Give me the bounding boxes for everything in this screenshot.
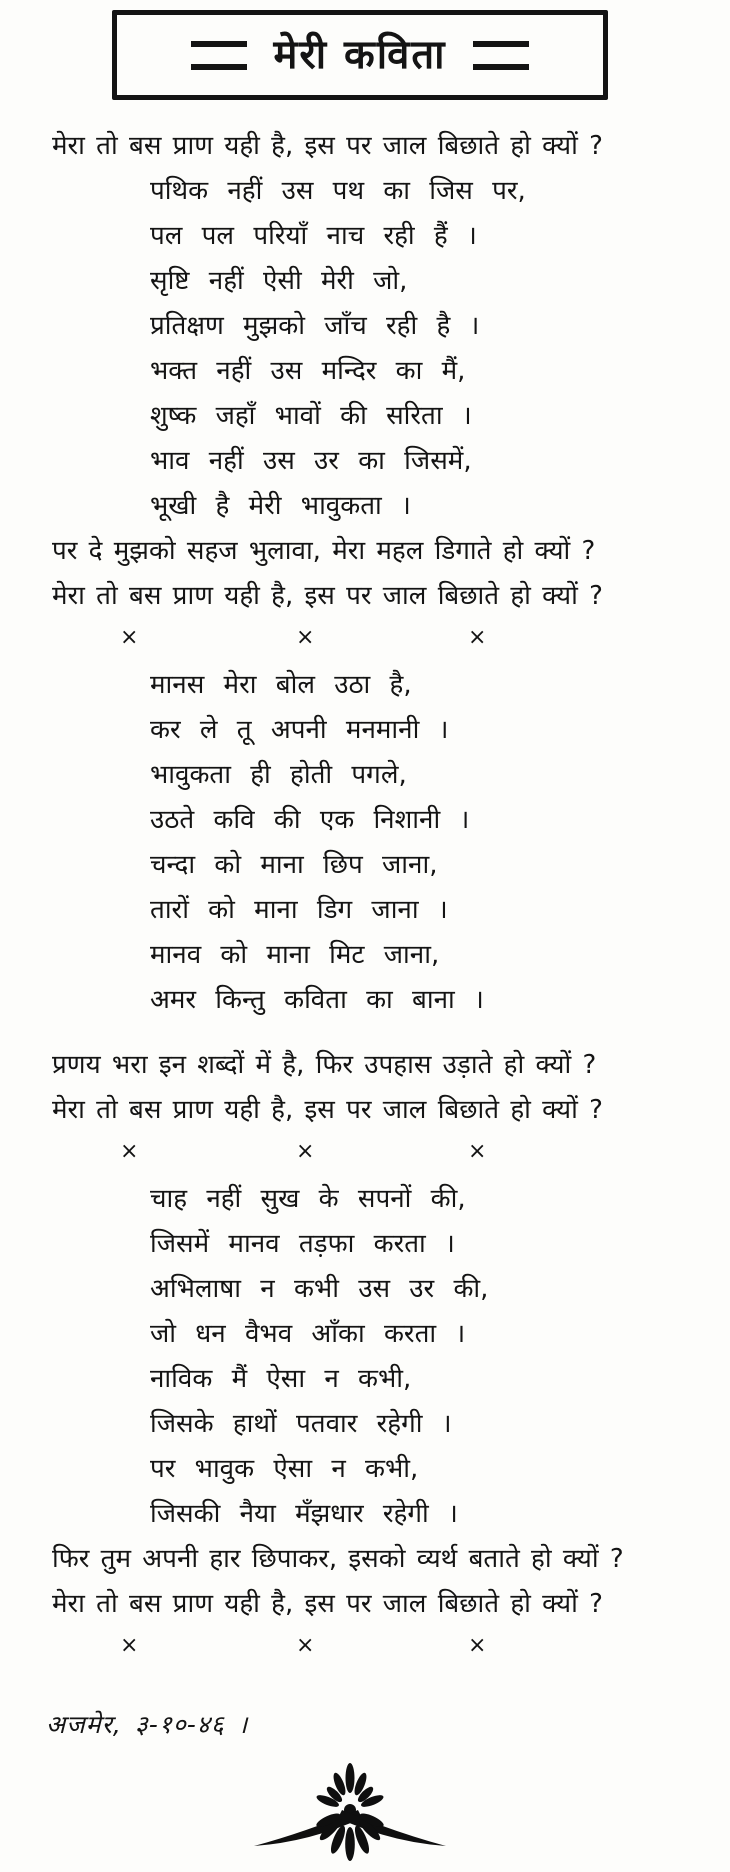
poem-line: जो धन वैभव आँका करता ।	[150, 1319, 466, 1349]
poem-line: उठते कवि की एक निशानी ।	[150, 805, 470, 835]
separator-x-mark: ×	[120, 1633, 139, 1658]
title-box	[112, 10, 608, 100]
poem-line: मेरा तो बस प्राण यही है, इस पर जाल बिछाते हो क्यों ?	[52, 1589, 603, 1619]
double-bar-right-icon	[473, 41, 529, 70]
poem-line: जिसकी नैया मँझधार रहेगी ।	[150, 1499, 458, 1529]
poem-line: भक्त नहीं उस मन्दिर का मैं,	[150, 356, 466, 386]
poem-line: मानस मेरा बोल उठा है,	[150, 670, 412, 700]
poem-line: अमर किन्तु कविता का बाना ।	[150, 985, 484, 1015]
poem-line: मानव को माना मिट जाना,	[150, 940, 440, 970]
poem-line: जिसमें मानव तड़फा करता ।	[150, 1229, 455, 1259]
poem-line: प्रणय भरा इन शब्दों में है, फिर उपहास उड़ाते हो क्यों ?	[52, 1050, 597, 1080]
poem-line: पल पल परियाँ नाच रही हैं ।	[150, 221, 477, 251]
poem-line: मेरा तो बस प्राण यही है, इस पर जाल बिछाते हो क्यों ?	[52, 131, 603, 161]
poem-line: पर भावुक ऐसा न कभी,	[150, 1454, 419, 1484]
double-bar-left-icon	[191, 41, 247, 70]
separator-x-mark: ×	[468, 1633, 487, 1658]
poem-line: भावुकता ही होती पगले,	[150, 760, 407, 790]
stanza-separator-row	[0, 1627, 730, 1671]
poem-line: मेरा तो बस प्राण यही है, इस पर जाल बिछाते हो क्यों ?	[52, 1095, 603, 1125]
poem-line: चाह नहीं सुख के सपनों की,	[150, 1184, 466, 1214]
poem-line: जिसके हाथों पतवार रहेगी ।	[150, 1409, 452, 1439]
poem-line: प्रतिक्षण मुझको जाँच रही है ।	[150, 311, 480, 341]
poem-line: भाव नहीं उस उर का जिसमें,	[150, 446, 472, 476]
stanza-separator-row	[0, 1133, 730, 1177]
poem-line: कर ले तू अपनी मनमानी ।	[150, 715, 449, 745]
poem-line: शुष्क जहाँ भावों की सरिता ।	[150, 401, 472, 431]
dateline: अजमेर, ३-१०-४६ ।	[46, 1710, 249, 1739]
flower-ornament-icon	[240, 1760, 460, 1870]
poem-line: अभिलाषा न कभी उस उर की,	[150, 1274, 489, 1304]
poem-line: भूखी है मेरी भावुकता ।	[150, 491, 411, 521]
poem-line: चन्दा को माना छिप जाना,	[150, 850, 438, 880]
poem-line: तारों को माना डिग जाना ।	[150, 895, 448, 925]
poem-line: नाविक मैं ऐसा न कभी,	[150, 1364, 412, 1394]
separator-x-mark: ×	[120, 625, 139, 650]
poem-line: पर दे मुझको सहज भुलावा, मेरा महल डिगाते हो क्यों ?	[52, 536, 596, 566]
separator-x-mark: ×	[120, 1139, 139, 1164]
stanza-separator-row	[0, 619, 730, 663]
poem-line: फिर तुम अपनी हार छिपाकर, इसको व्यर्थ बताते हो क्यों ?	[52, 1544, 624, 1574]
poem-line: पथिक नहीं उस पथ का जिस पर,	[150, 176, 526, 206]
poem-line: मेरा तो बस प्राण यही है, इस पर जाल बिछाते हो क्यों ?	[52, 581, 603, 611]
separator-x-mark: ×	[468, 625, 487, 650]
separator-x-mark: ×	[296, 625, 315, 650]
separator-x-mark: ×	[296, 1633, 315, 1658]
poem-body	[0, 124, 730, 1671]
separator-x-mark: ×	[296, 1139, 315, 1164]
separator-x-mark: ×	[468, 1139, 487, 1164]
poem-line: सृष्टि नहीं ऐसी मेरी जो,	[150, 266, 408, 296]
page-title: मेरी कविता	[273, 32, 447, 78]
